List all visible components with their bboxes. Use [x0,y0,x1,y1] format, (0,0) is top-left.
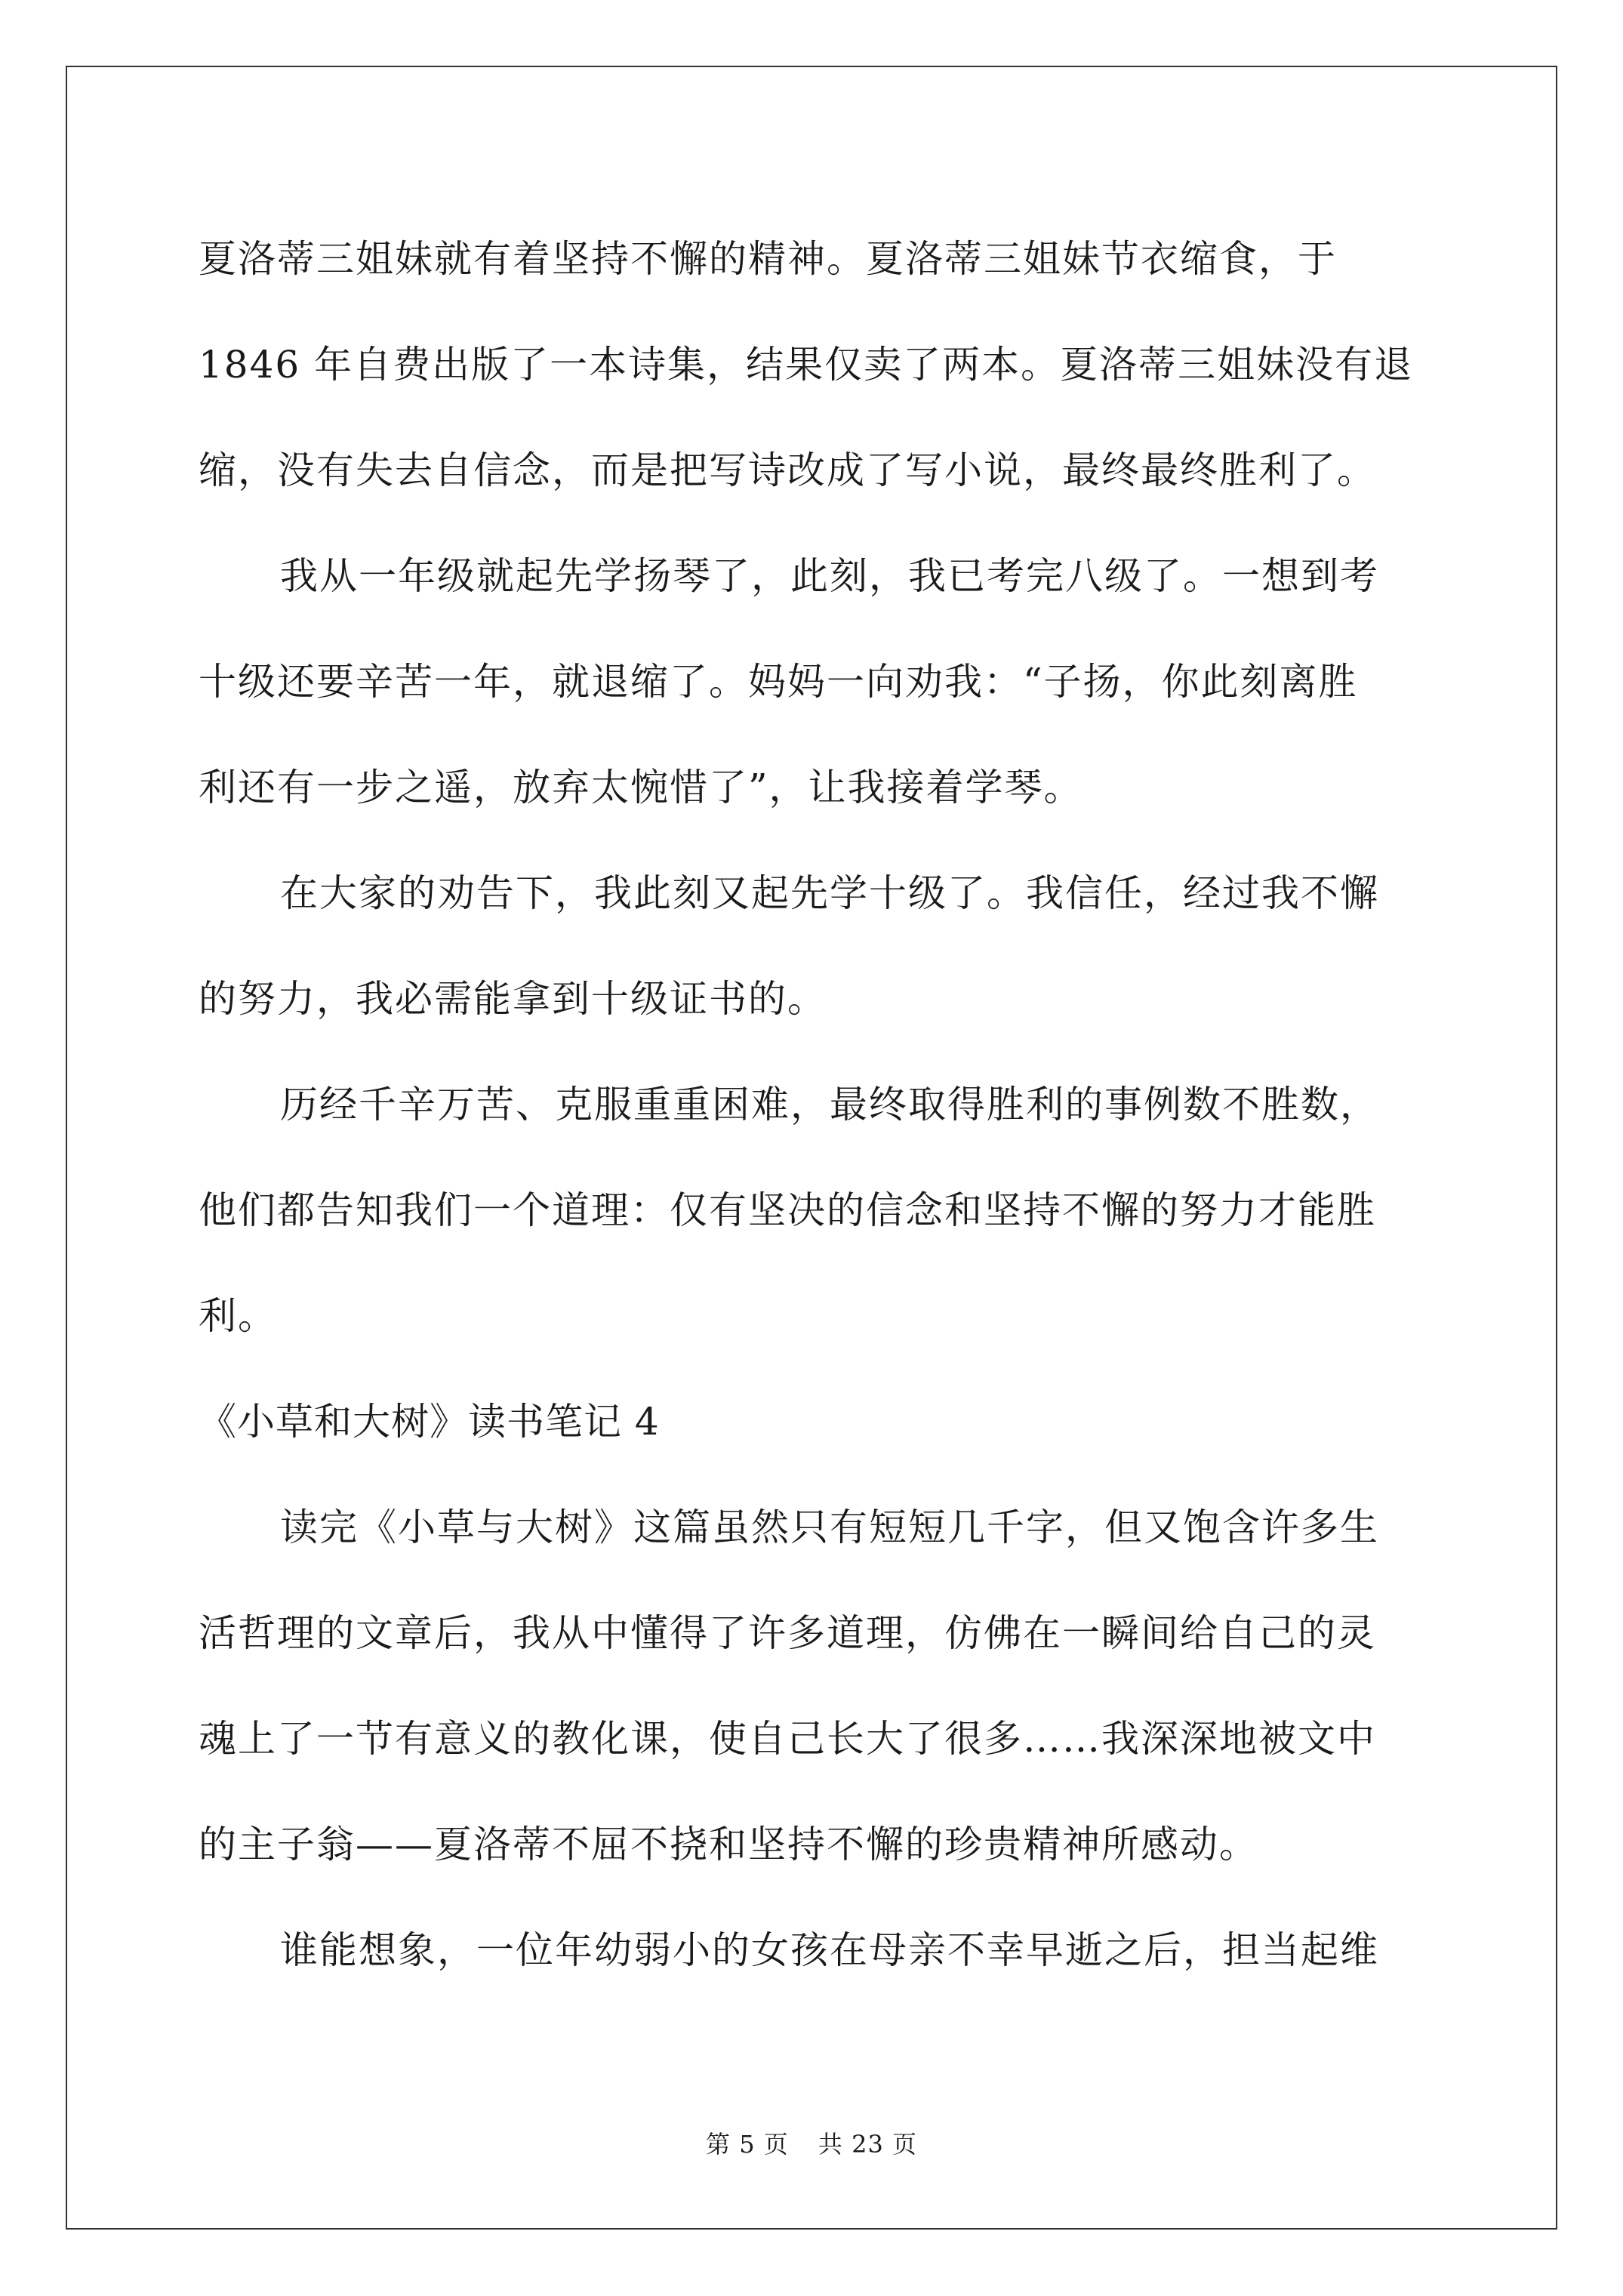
text-line: 魂上了一节有意义的教化课，使自己长大了很多……我深深地被文中 [199,1717,1376,1761]
text-line: 的努力，我必需能拿到十级证书的。 [199,977,827,1021]
page-total: 共 23 页 [818,2130,917,2159]
text-line: 谁能想象，一位年幼弱小的女孩在母亲不幸早逝之后，担当起维 [280,1928,1379,1972]
text-line: 的主子翁——夏洛蒂不屈不挠和坚持不懈的珍贵精神所感动。 [199,1823,1258,1866]
text-line: 历经千辛万苦、克服重重困难，最终取得胜利的事例数不胜数， [280,1083,1379,1126]
text-line: 利。 [199,1294,277,1338]
document-body [199,206,1437,2003]
text-line: 利还有一步之遥，放弃太惋惜了”，让我接着学琴。 [199,766,1083,809]
text-line: 他们都告知我们一个道理：仅有坚决的信念和坚持不懈的努力才能胜 [199,1188,1376,1232]
page-number: 第 5 页 [706,2130,789,2159]
text-line: 我从一年级就起先学扬琴了，此刻，我已考完八级了。一想到考 [280,554,1379,598]
text-line: 在大家的劝告下，我此刻又起先学十级了。我信任，经过我不懈 [280,871,1379,915]
text-line: 活哲理的文章后，我从中懂得了许多道理，仿佛在一瞬间给自己的灵 [199,1611,1376,1655]
text-line: 读完《小草与大树》这篇虽然只有短短几千字，但又饱含许多生 [280,1505,1379,1549]
text-line: 夏洛蒂三姐妹就有着坚持不懈的精神。夏洛蒂三姐妹节衣缩食，于 [199,237,1337,281]
text-line: 缩，没有失去自信念，而是把写诗改成了写小说，最终最终胜利了。 [199,448,1376,492]
section-heading: 《小草和大树》读书笔记 4 [199,1400,660,1444]
page-footer [0,2129,1623,2159]
text-line: 1846 年自费出版了一本诗集，结果仅卖了两本。夏洛蒂三姐妹没有退 [199,343,1414,387]
text-line: 十级还要辛苦一年，就退缩了。妈妈一向劝我：“子扬，你此刻离胜 [199,660,1358,704]
